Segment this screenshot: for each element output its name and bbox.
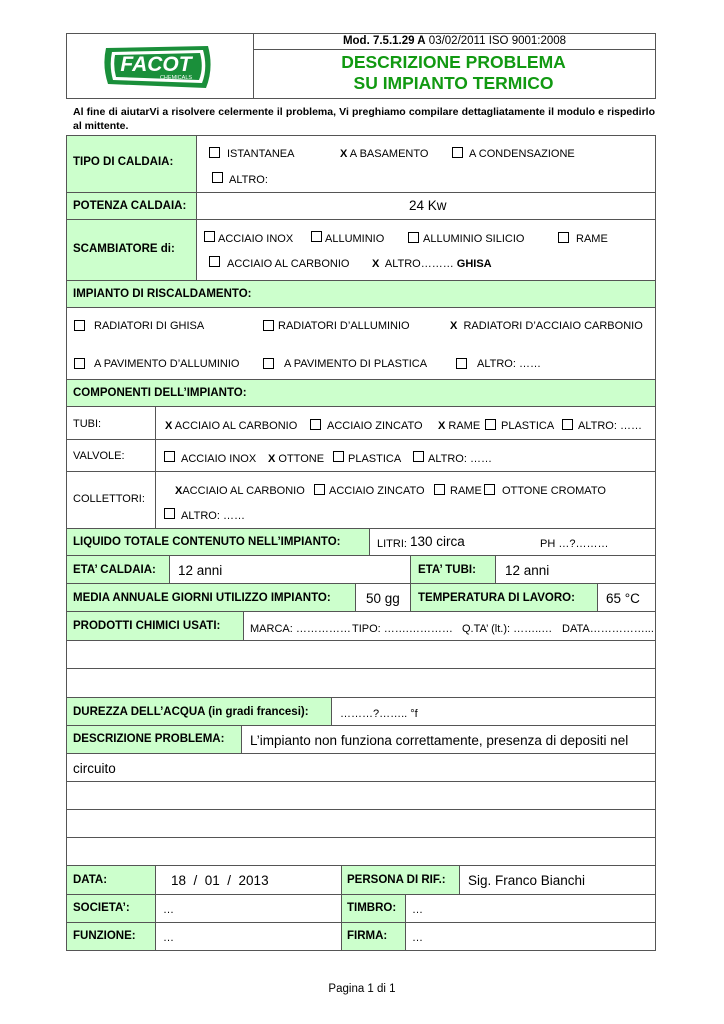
eta-caldaia-value[interactable]: 12 anni	[178, 563, 223, 578]
collettori-label: COLLETTORI:	[73, 493, 145, 505]
funzione-label: FUNZIONE:	[73, 930, 136, 942]
prodotti-qta[interactable]: Q.TA’ (lt.): ……..…	[462, 623, 553, 635]
descrizione-label: DESCRIZIONE PROBLEMA:	[73, 733, 225, 745]
potenza-label: POTENZA CALDAIA:	[73, 200, 187, 212]
data-label: DATA:	[73, 874, 108, 886]
opt-coll-zincato: ACCIAIO ZINCATO	[329, 485, 425, 497]
checkbox-tubi-plastica[interactable]	[485, 419, 496, 430]
opt-tubi-plastica: PLASTICA	[501, 420, 555, 432]
opt-rame: RAME	[576, 233, 608, 245]
svg-text:CHEMICALS: CHEMICALS	[159, 75, 193, 81]
impianto-label: IMPIANTO DI RISCALDAMENTO:	[73, 288, 252, 300]
opt-radiatori-ghisa: RADIATORI DI GHISA	[94, 320, 205, 332]
prodotti-tipo[interactable]: TIPO: …….…………	[352, 623, 453, 635]
opt-altro-caldaia: ALTRO:	[229, 174, 268, 186]
checkbox-coll-altro[interactable]	[164, 508, 175, 519]
checkbox-tubi-zincato[interactable]	[310, 419, 321, 430]
durezza-value[interactable]: ………?…….. °f	[340, 708, 418, 720]
coll-acciaio-carbonio: XACCIAIO AL CARBONIO	[175, 485, 305, 497]
componenti-label: COMPONENTI DELL’IMPIANTO:	[73, 387, 247, 399]
opt-coll-rame: RAME	[450, 485, 482, 497]
opt-alluminio: ALLUMINIO	[325, 233, 385, 245]
timbro-value[interactable]: …	[412, 904, 423, 916]
page-number: Pagina 1 di 1	[328, 983, 396, 995]
valvole-label: VALVOLE:	[73, 450, 125, 462]
opt-acciaio-inox: ACCIAIO INOX	[218, 233, 294, 245]
checkbox-a-condensazione[interactable]	[452, 147, 463, 158]
temperatura-label: TEMPERATURA DI LAVORO:	[418, 592, 575, 604]
opt-istantanea: ISTANTANEA	[227, 148, 295, 160]
valvole-ottone: X OTTONE	[268, 453, 325, 465]
opt-a-condensazione: A CONDENSAZIONE	[469, 148, 575, 160]
mark-altro-ghisa: X ALTRO……… GHISA	[372, 258, 492, 270]
checkbox-valvole-inox[interactable]	[164, 451, 175, 462]
checkbox-coll-ottone[interactable]	[484, 484, 495, 495]
empty-line-5[interactable]	[66, 837, 656, 866]
firma-label: FIRMA:	[347, 930, 388, 942]
eta-caldaia-label: ETA’ CALDAIA:	[73, 564, 156, 576]
checkbox-alluminio-silicio[interactable]	[408, 232, 419, 243]
checkbox-coll-zincato[interactable]	[314, 484, 325, 495]
media-value[interactable]: 50 gg	[366, 591, 400, 606]
persona-value[interactable]: Sig. Franco Bianchi	[468, 873, 586, 888]
empty-line-4[interactable]	[66, 809, 656, 838]
checkbox-alluminio[interactable]	[311, 231, 322, 242]
scambiatore-label: SCAMBIATORE di:	[73, 243, 175, 255]
checkbox-coll-rame[interactable]	[434, 484, 445, 495]
opt-pavimento-plastica: A PAVIMENTO DI PLASTICA	[284, 358, 428, 370]
opt-tubi-altro: ALTRO: ……	[578, 420, 642, 432]
opt-alluminio-silicio: ALLUMINIO SILICIO	[423, 233, 525, 245]
page-title-line2: SU IMPIANTO TERMICO	[353, 73, 554, 93]
societa-value[interactable]: …	[163, 904, 174, 916]
svg-text:FACOT: FACOT	[120, 53, 192, 76]
temperatura-value[interactable]: 65 °C	[606, 591, 640, 606]
checkbox-acciaio-carbonio[interactable]	[209, 256, 220, 267]
checkbox-radiatori-alluminio[interactable]	[263, 320, 274, 331]
empty-line-3[interactable]	[66, 781, 656, 810]
tubi-label: TUBI:	[73, 418, 102, 430]
opt-radiatori-alluminio: RADIATORI D’ALLUMINIO	[278, 320, 410, 332]
opt-valvole-altro: ALTRO: ……	[428, 453, 492, 465]
firma-value[interactable]: …	[412, 932, 423, 944]
checkbox-pavimento-alluminio[interactable]	[74, 358, 85, 369]
module-code: Mod. 7.5.1.29 A 03/02/2011 ISO 9001:2008	[342, 35, 567, 47]
descrizione-line1[interactable]: L’impianto non funziona correttamente, presenza di depositi nel	[250, 733, 629, 748]
checkbox-istantanea[interactable]	[209, 147, 220, 158]
intro-text: Al fine di aiutarVi a risolvere celermente il problema, Vi preghiamo compilare dettagliatamente il modulo e rispedirlo al mittente.	[73, 106, 655, 132]
opt-coll-altro: ALTRO: ……	[181, 510, 245, 522]
eta-tubi-label: ETA’ TUBI:	[418, 564, 476, 576]
checkbox-valvole-plastica[interactable]	[333, 451, 344, 462]
opt-tubi-zincato: ACCIAIO ZINCATO	[327, 420, 423, 432]
liquido-label: LIQUIDO TOTALE CONTENUTO NELL’IMPIANTO:	[73, 536, 341, 548]
funzione-value[interactable]: …	[163, 932, 174, 944]
checkbox-valvole-altro[interactable]	[413, 451, 424, 462]
checkbox-tubi-altro[interactable]	[562, 419, 573, 430]
data-value[interactable]: 18 / 01 / 2013	[171, 873, 269, 888]
opt-pavimento-alluminio: A PAVIMENTO D’ALLUMINIO	[94, 358, 240, 370]
timbro-label: TIMBRO:	[347, 902, 397, 914]
page-title-line1: DESCRIZIONE PROBLEMA	[341, 52, 566, 72]
media-label: MEDIA ANNUALE GIORNI UTILIZZO IMPIANTO:	[73, 592, 331, 604]
tubi-rame: X RAME	[438, 420, 481, 432]
prodotti-data[interactable]: DATA……………...	[562, 623, 654, 635]
mark-radiatori-acciaio: X RADIATORI D’ACCIAIO CARBONIO	[450, 320, 643, 332]
descrizione-line2-row[interactable]	[66, 753, 656, 782]
persona-label: PERSONA DI RIF.:	[347, 874, 446, 886]
checkbox-altro-impianto[interactable]	[456, 358, 467, 369]
opt-valvole-inox: ACCIAIO INOX	[181, 453, 257, 465]
prodotti-marca[interactable]: MARCA: ……………	[250, 623, 351, 635]
checkbox-radiatori-ghisa[interactable]	[74, 320, 85, 331]
mark-a-basamento: X A BASAMENTO	[340, 148, 429, 160]
potenza-value[interactable]: 24 Kw	[409, 198, 447, 213]
checkbox-rame[interactable]	[558, 232, 569, 243]
empty-line-2[interactable]	[66, 668, 656, 698]
opt-valvole-plastica: PLASTICA	[348, 453, 402, 465]
tubi-acciaio-carbonio: X ACCIAIO AL CARBONIO	[165, 420, 298, 432]
facot-logo	[98, 38, 218, 94]
prodotti-label: PRODOTTI CHIMICI USATI:	[73, 620, 221, 632]
empty-line-1[interactable]	[66, 640, 656, 669]
opt-altro-impianto: ALTRO: ……	[477, 358, 541, 370]
opt-acciaio-carbonio: ACCIAIO AL CARBONIO	[227, 258, 350, 270]
litri-label: LITRI:	[377, 538, 407, 550]
checkbox-pavimento-plastica[interactable]	[263, 358, 274, 369]
societa-label: SOCIETA’:	[73, 902, 130, 914]
checkbox-altro-caldaia[interactable]	[212, 172, 223, 183]
ph-value[interactable]: PH …?………	[540, 538, 609, 550]
durezza-label: DUREZZA DELL’ACQUA (in gradi francesi):	[73, 706, 309, 718]
tipo-caldaia-label: TIPO DI CALDAIA:	[73, 156, 174, 168]
descrizione-line2[interactable]: circuito	[73, 761, 116, 776]
checkbox-acciaio-inox[interactable]	[204, 231, 215, 242]
eta-tubi-value[interactable]: 12 anni	[505, 563, 550, 578]
litri-value[interactable]: 130 circa	[410, 534, 465, 549]
opt-coll-ottone: OTTONE CROMATO	[502, 485, 606, 497]
